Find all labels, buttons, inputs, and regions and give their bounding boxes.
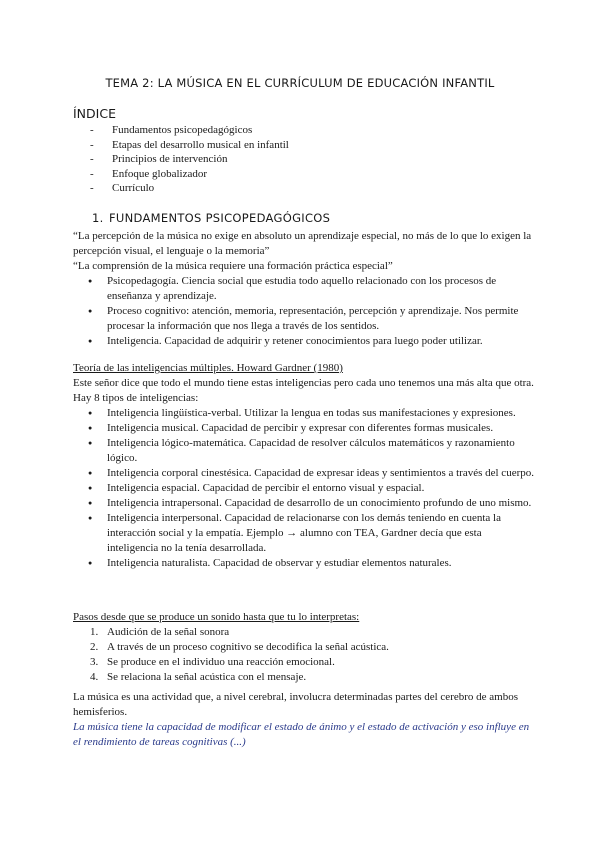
subsection-heading: Teoría de las inteligencias múltiples. Howard Gardner (1980) [73, 362, 343, 374]
closing-block [73, 690, 535, 750]
list-item: ● Inteligencia lógico-matemática. Capacidad de resolver cálculos matemáticos y razonamiento lógico. [73, 436, 535, 466]
list-item: ● Inteligencia lingüística-verbal. Utilizar la lengua en todas sus manifestaciones y expresiones. [73, 406, 535, 421]
list-item [73, 655, 535, 670]
quote: “La percepción de la música no exige en absoluto un aprendizaje especial, no más de lo que lo exigen la percepción visual, el lenguaje o la memoria” [73, 230, 532, 257]
list-item: - Currículo [90, 181, 289, 196]
step-text: Audición de la señal sonora [107, 626, 230, 638]
list-item: ● Inteligencia intrapersonal. Capacidad de desarrollo de un conocimiento profundo de uno mismo. [73, 496, 535, 511]
step-number: 1. [90, 626, 99, 638]
list-item: ● Inteligencia naturalista. Capacidad de observar y estudiar elementos naturales. [73, 556, 535, 571]
list-item: ● Inteligencia corporal cinestésica. Capacidad de expresar ideas y sentimientos a través del cuerpo. [73, 466, 535, 481]
italic-paragraph: La música tiene la capacidad de modificar el estado de ánimo y el estado de activación y eso influye en el rendimiento de tareas cognitivas (...) [73, 721, 530, 748]
section-title: FUNDAMENTOS PSICOPEDAGÓGICOS [109, 211, 331, 225]
step-text: A través de un proceso cognitivo se decodifica la señal acústica. [107, 641, 389, 653]
step-number: 3. [90, 656, 99, 668]
page-title: TEMA 2: LA MÚSICA EN EL CURRÍCULUM DE EDUCACIÓN INFANTIL [105, 76, 495, 90]
list-item: - Etapas del desarrollo musical en infantil [90, 138, 289, 153]
list-item: ● Psicopedagogía. Ciencia social que estudia todo aquello relacionado con los procesos de enseñanza y aprendizaje. [73, 274, 535, 304]
list-item: - Enfoque globalizador [90, 167, 289, 182]
bullet-list [73, 274, 535, 349]
step-text: Se produce en el individuo una reacción emocional. [107, 656, 335, 668]
index-list [90, 123, 289, 196]
step-number: 2. [90, 641, 99, 653]
paragraph: Este señor dice que todo el mundo tiene estas inteligencias pero cada uno tenemos una más alta que otra. Hay 8 tipos de inteligencias: [73, 377, 534, 404]
pasos-block [73, 610, 535, 685]
list-item: ● Inteligencia interpersonal. Capacidad de relacionarse con los demás teniendo en cuenta la interacción social y la empatía. Ejemplo → alumno con TEA, Gardner decía que esta inteligencia no la tenía desarrollada. [73, 511, 535, 556]
list-item [73, 625, 535, 640]
list-item: ● Inteligencia. Capacidad de adquirir y retener conocimientos para luego poder utilizar. [73, 334, 535, 349]
intelligence-list [73, 406, 535, 571]
gardner-block [73, 361, 535, 571]
list-item: ● Inteligencia musical. Capacidad de percibir y expresar con diferentes formas musicales. [73, 421, 535, 436]
step-text: Se relaciona la señal acústica con el mensaje. [107, 671, 307, 683]
section1-body [73, 229, 535, 349]
step-number: 4. [90, 671, 99, 683]
steps-list [73, 625, 535, 685]
index-heading: ÍNDICE [73, 106, 116, 121]
section-heading [92, 211, 330, 225]
list-item [73, 640, 535, 655]
list-item: - Principios de intervención [90, 152, 289, 167]
list-item: - Fundamentos psicopedagógicos [90, 123, 289, 138]
paragraph: La música es una actividad que, a nivel cerebral, involucra determinadas partes del cerebro de ambos hemisferios. [73, 691, 519, 718]
quote: “La comprensión de la música requiere una formación práctica especial” [73, 260, 393, 272]
list-item [73, 670, 535, 685]
section-number: 1. [92, 211, 104, 225]
list-item: ● Proceso cognitivo: atención, memoria, representación, percepción y aprendizaje. Nos permite procesar la información que nos llega a través de los sentidos. [73, 304, 535, 334]
list-item: ● Inteligencia espacial. Capacidad de percibir el entorno visual y espacial. [73, 481, 535, 496]
subsection-heading: Pasos desde que se produce un sonido hasta que tu lo interpretas: [73, 611, 360, 623]
